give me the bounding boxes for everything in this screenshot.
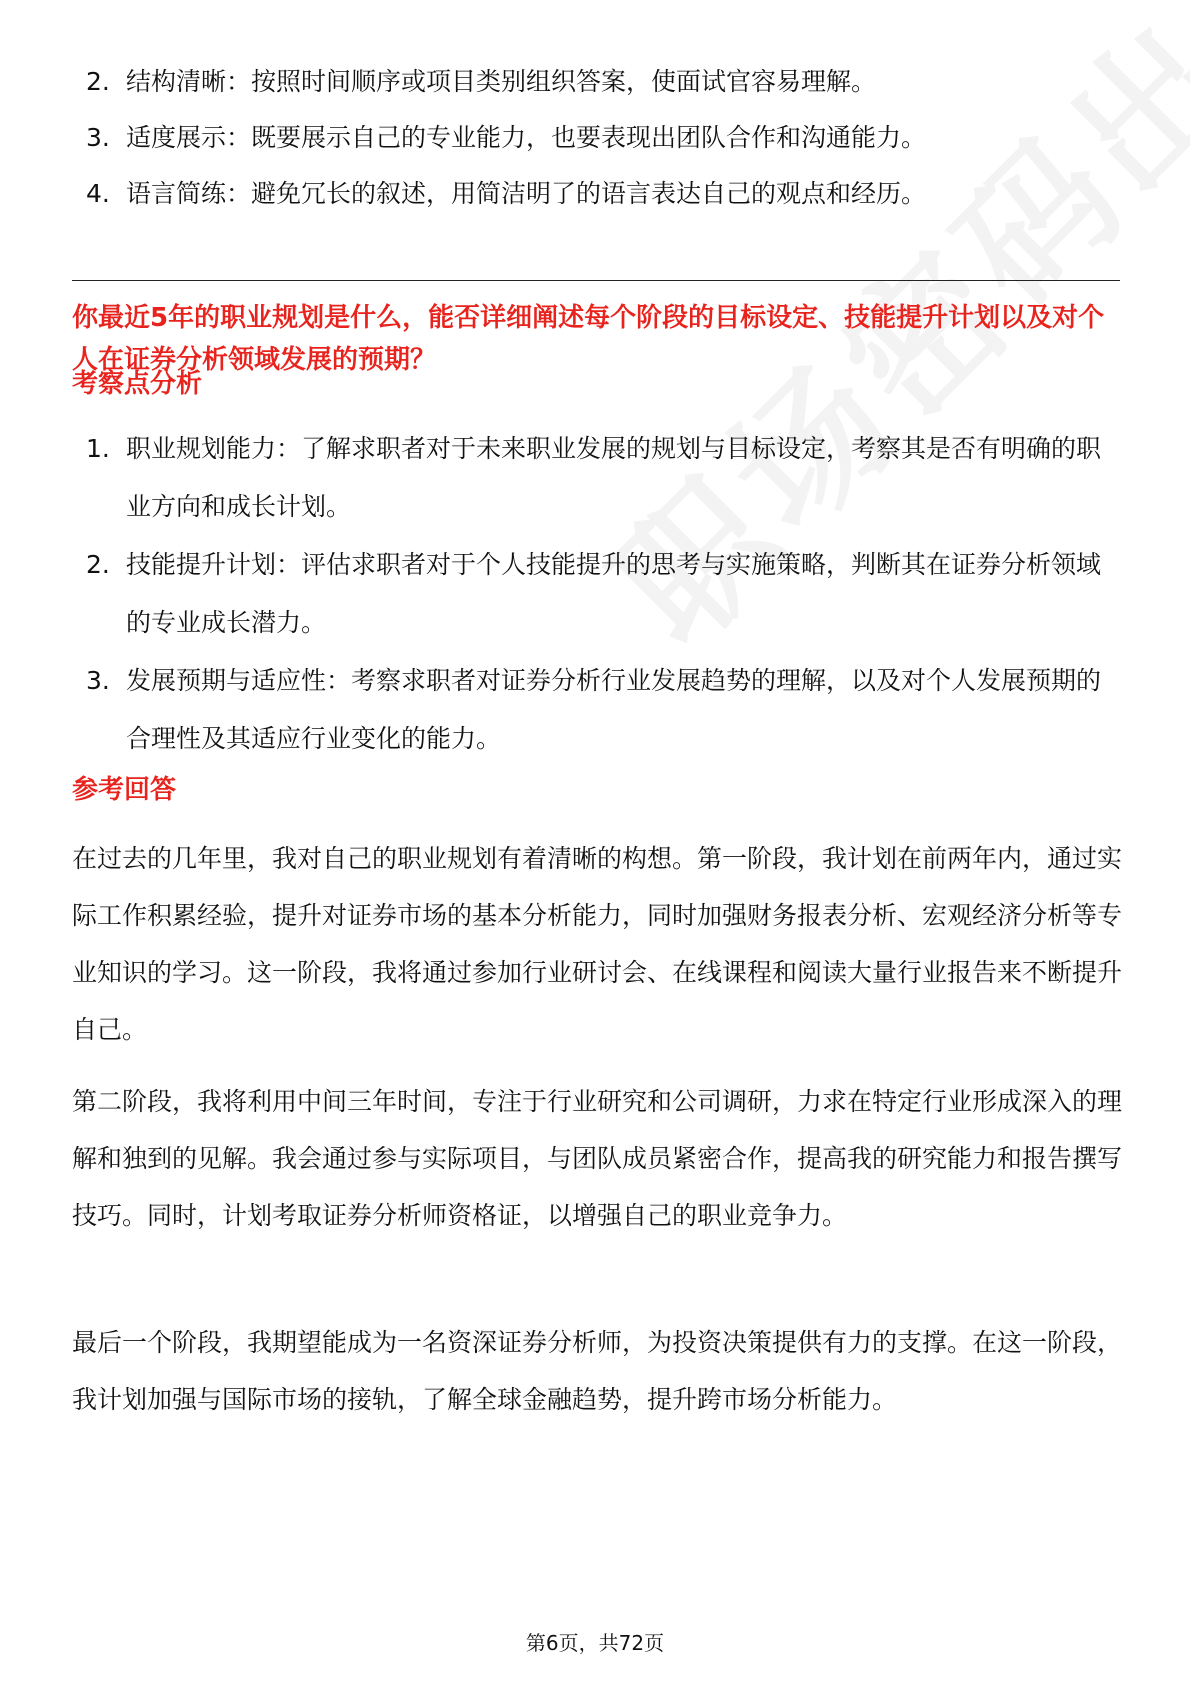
list-item: [72, 420, 1120, 536]
list-item: [72, 54, 1120, 110]
list-number: 3.: [86, 123, 110, 152]
analysis-heading: 考察点分析: [72, 369, 203, 399]
list-number: 2.: [86, 550, 110, 579]
page-number: 第6页，共72页: [525, 1631, 665, 1655]
answer-paragraph: 在过去的几年里，我对自己的职业规划有着清晰的构想。第一阶段，我计划在前两年内，通过实际工作积累经验，提升对证券市场的基本分析能力，同时加强财务报表分析、宏观经济分析等专业知识的学习。这一阶段，我将通过参加行业研讨会、在线课程和阅读大量行业报告来不断提升自己。: [72, 844, 1123, 1044]
list-text: 语言简练：避免冗长的叙述，用简洁明了的语言表达自己的观点和经历。: [126, 179, 927, 208]
interview-question: 你最近5年的职业规划是什么，能否详细阐述每个阶段的目标设定、技能提升计划以及对个人在证券分析领域发展的预期？: [72, 303, 1105, 375]
list-text: 发展预期与适应性：考察求职者对证券分析行业发展趋势的理解，以及对个人发展预期的合理性及其适应行业变化的能力。: [126, 666, 1102, 753]
list-item: [72, 110, 1120, 166]
list-number: 2.: [86, 67, 110, 96]
list-text: 结构清晰：按照时间顺序或项目类别组织答案，使面试官容易理解。: [126, 67, 877, 96]
section-divider: [72, 280, 1120, 281]
list-item: [72, 166, 1120, 222]
list-text: 适度展示：既要展示自己的专业能力，也要表现出团队合作和沟通能力。: [126, 123, 927, 152]
list-text: 技能提升计划：评估求职者对于个人技能提升的思考与实施策略，判断其在证券分析领域的专业成长潜力。: [126, 550, 1102, 637]
analysis-list: [72, 420, 1120, 768]
list-item: [72, 652, 1120, 768]
list-item: [72, 536, 1120, 652]
answer-heading: 参考回答: [72, 775, 177, 805]
list-number: 4.: [86, 179, 110, 208]
list-text: 职业规划能力：了解求职者对于未来职业发展的规划与目标设定，考察其是否有明确的职业方向和成长计划。: [126, 434, 1102, 521]
list-number: 1.: [86, 434, 110, 463]
answer-paragraph: 最后一个阶段，我期望能成为一名资深证券分析师，为投资决策提供有力的支撑。在这一阶段，我计划加强与国际市场的接轨，了解全球金融趋势，提升跨市场分析能力。: [72, 1328, 1123, 1414]
tips-list: [72, 54, 1120, 222]
list-number: 3.: [86, 666, 110, 695]
answer-paragraph: 第二阶段，我将利用中间三年时间，专注于行业研究和公司调研，力求在特定行业形成深入的理解和独到的见解。我会通过参与实际项目，与团队成员紧密合作，提高我的研究能力和报告撰写技巧。同时，计划考取证券分析师资格证，以增强自己的职业竞争力。: [72, 1087, 1123, 1230]
